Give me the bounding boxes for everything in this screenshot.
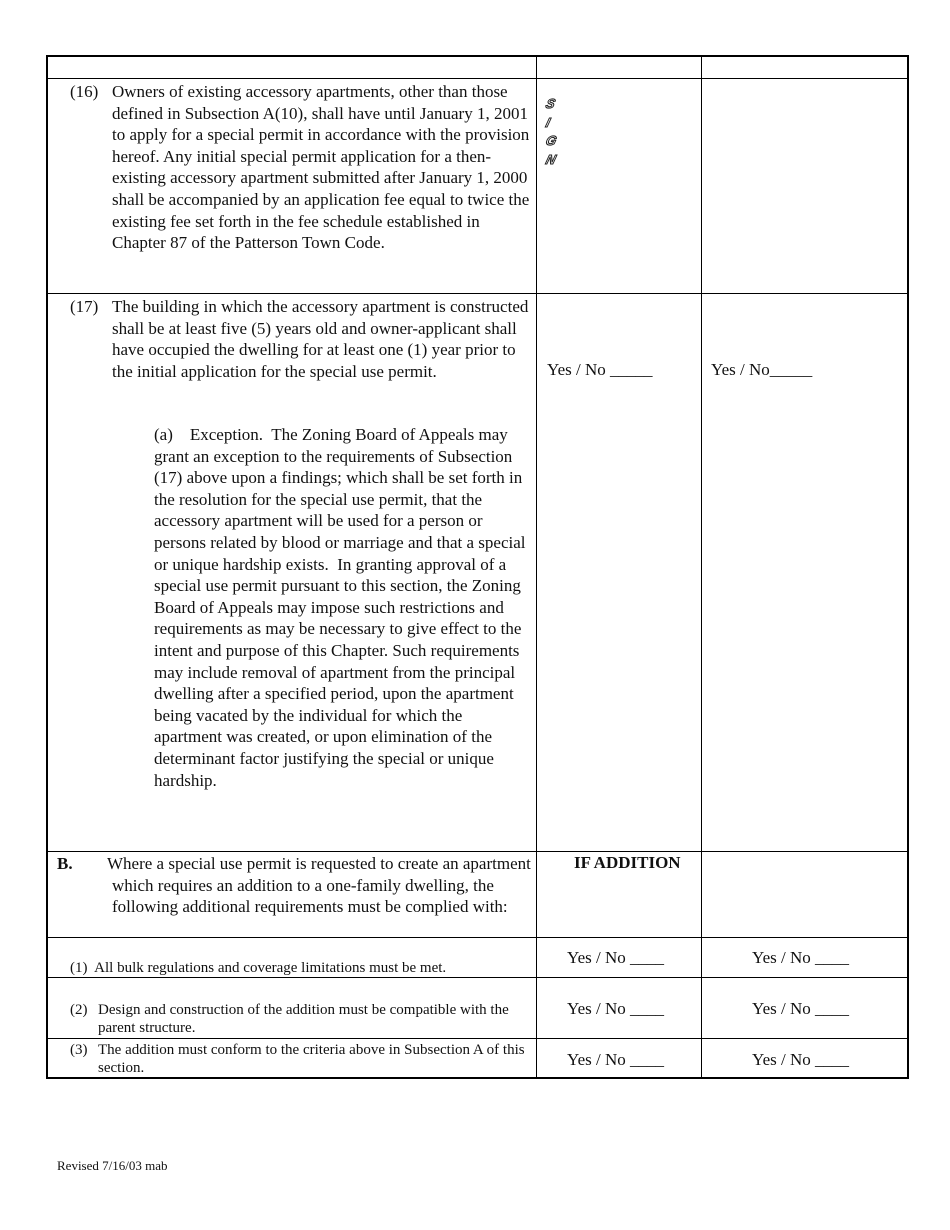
row-17-text: The building in which the accessory apartment is constructed shall be at least five (5) years old and owner-applicant shall have occupied the dwelling for at least one (1) year prior to the initial application for the special use permit. [112, 297, 529, 381]
row-b2-yes-no-field-2[interactable]: Yes / No ____ [752, 999, 849, 1018]
if-addition-header: IF ADDITION [574, 853, 681, 872]
row-17-yes-no-field-1[interactable]: Yes / No _____ [547, 360, 653, 379]
row-b3-text: The addition must conform to the criteria above in Subsection A of this section. [98, 1042, 525, 1076]
row-b1-yes-no-field-1[interactable]: Yes / No ____ [567, 948, 664, 967]
row-17-yes-no-field-2[interactable]: Yes / No_____ [711, 360, 813, 379]
row-17-number: (17) [70, 297, 99, 316]
row-b2-text: Design and construction of the addition must be compatible with the parent structure. [98, 1002, 509, 1036]
row-b1-yes-no-field-2[interactable]: Yes / No ____ [752, 948, 849, 967]
row-b1-text: (1) All bulk regulations and coverage limitations must be met. [70, 960, 447, 976]
section-b-label: B. [57, 854, 73, 873]
row-b2-yes-no-field-1[interactable]: Yes / No ____ [567, 999, 664, 1018]
row-b3-yes-no-field-2[interactable]: Yes / No ____ [752, 1050, 849, 1069]
row-b3-number: (3) [70, 1042, 88, 1058]
row-16-number: (16) [70, 82, 99, 101]
revision-footer: Revised 7/16/03 mab [57, 1158, 168, 1173]
row-b3-yes-no-field-1[interactable]: Yes / No ____ [567, 1050, 664, 1069]
row-16-text: Owners of existing accessory apartments, other than those defined in Subsection A(10), shall have until January 1, 2001 to apply for a special permit in accordance with the provision hereof. Any initial special permit application for a then-existing accessory apartment submitted after January 1, 2000 shall be accompanied by an application fee equal to twice the existing fee set forth in the fee schedule established in Chapter 87 of the Patterson Town Code. [112, 82, 530, 253]
row-b2-number: (2) [70, 1002, 88, 1018]
sign-stamp: S I G N [544, 96, 560, 167]
section-b-text: Where a special use permit is requested to create an apartment which requires an addition to a one-family dwelling, the following additional requirements must be complied with: [107, 854, 531, 917]
row-17-exception-text: (a) Exception. The Zoning Board of Appeals may grant an exception to the requirements of Subsection (17) above upon a findings; which shall be set forth in the resolution for the special use permit, that the accessory apartment will be used for a person or persons related by blood or marriage and that a special or unique hardship exists. In granting approval of a special use permit pursuant to this section, the Zoning Board of Appeals may impose such restrictions and requirements as may be necessary to give effect to the intent and purpose of this Chapter. Such requirements may include removal of apartment from the principal dwelling after a specified period, upon the apartment being vacated by the individual for which the apartment was created, or upon elimination of the determinant factor justifying the special or unique hardship. [154, 425, 530, 790]
